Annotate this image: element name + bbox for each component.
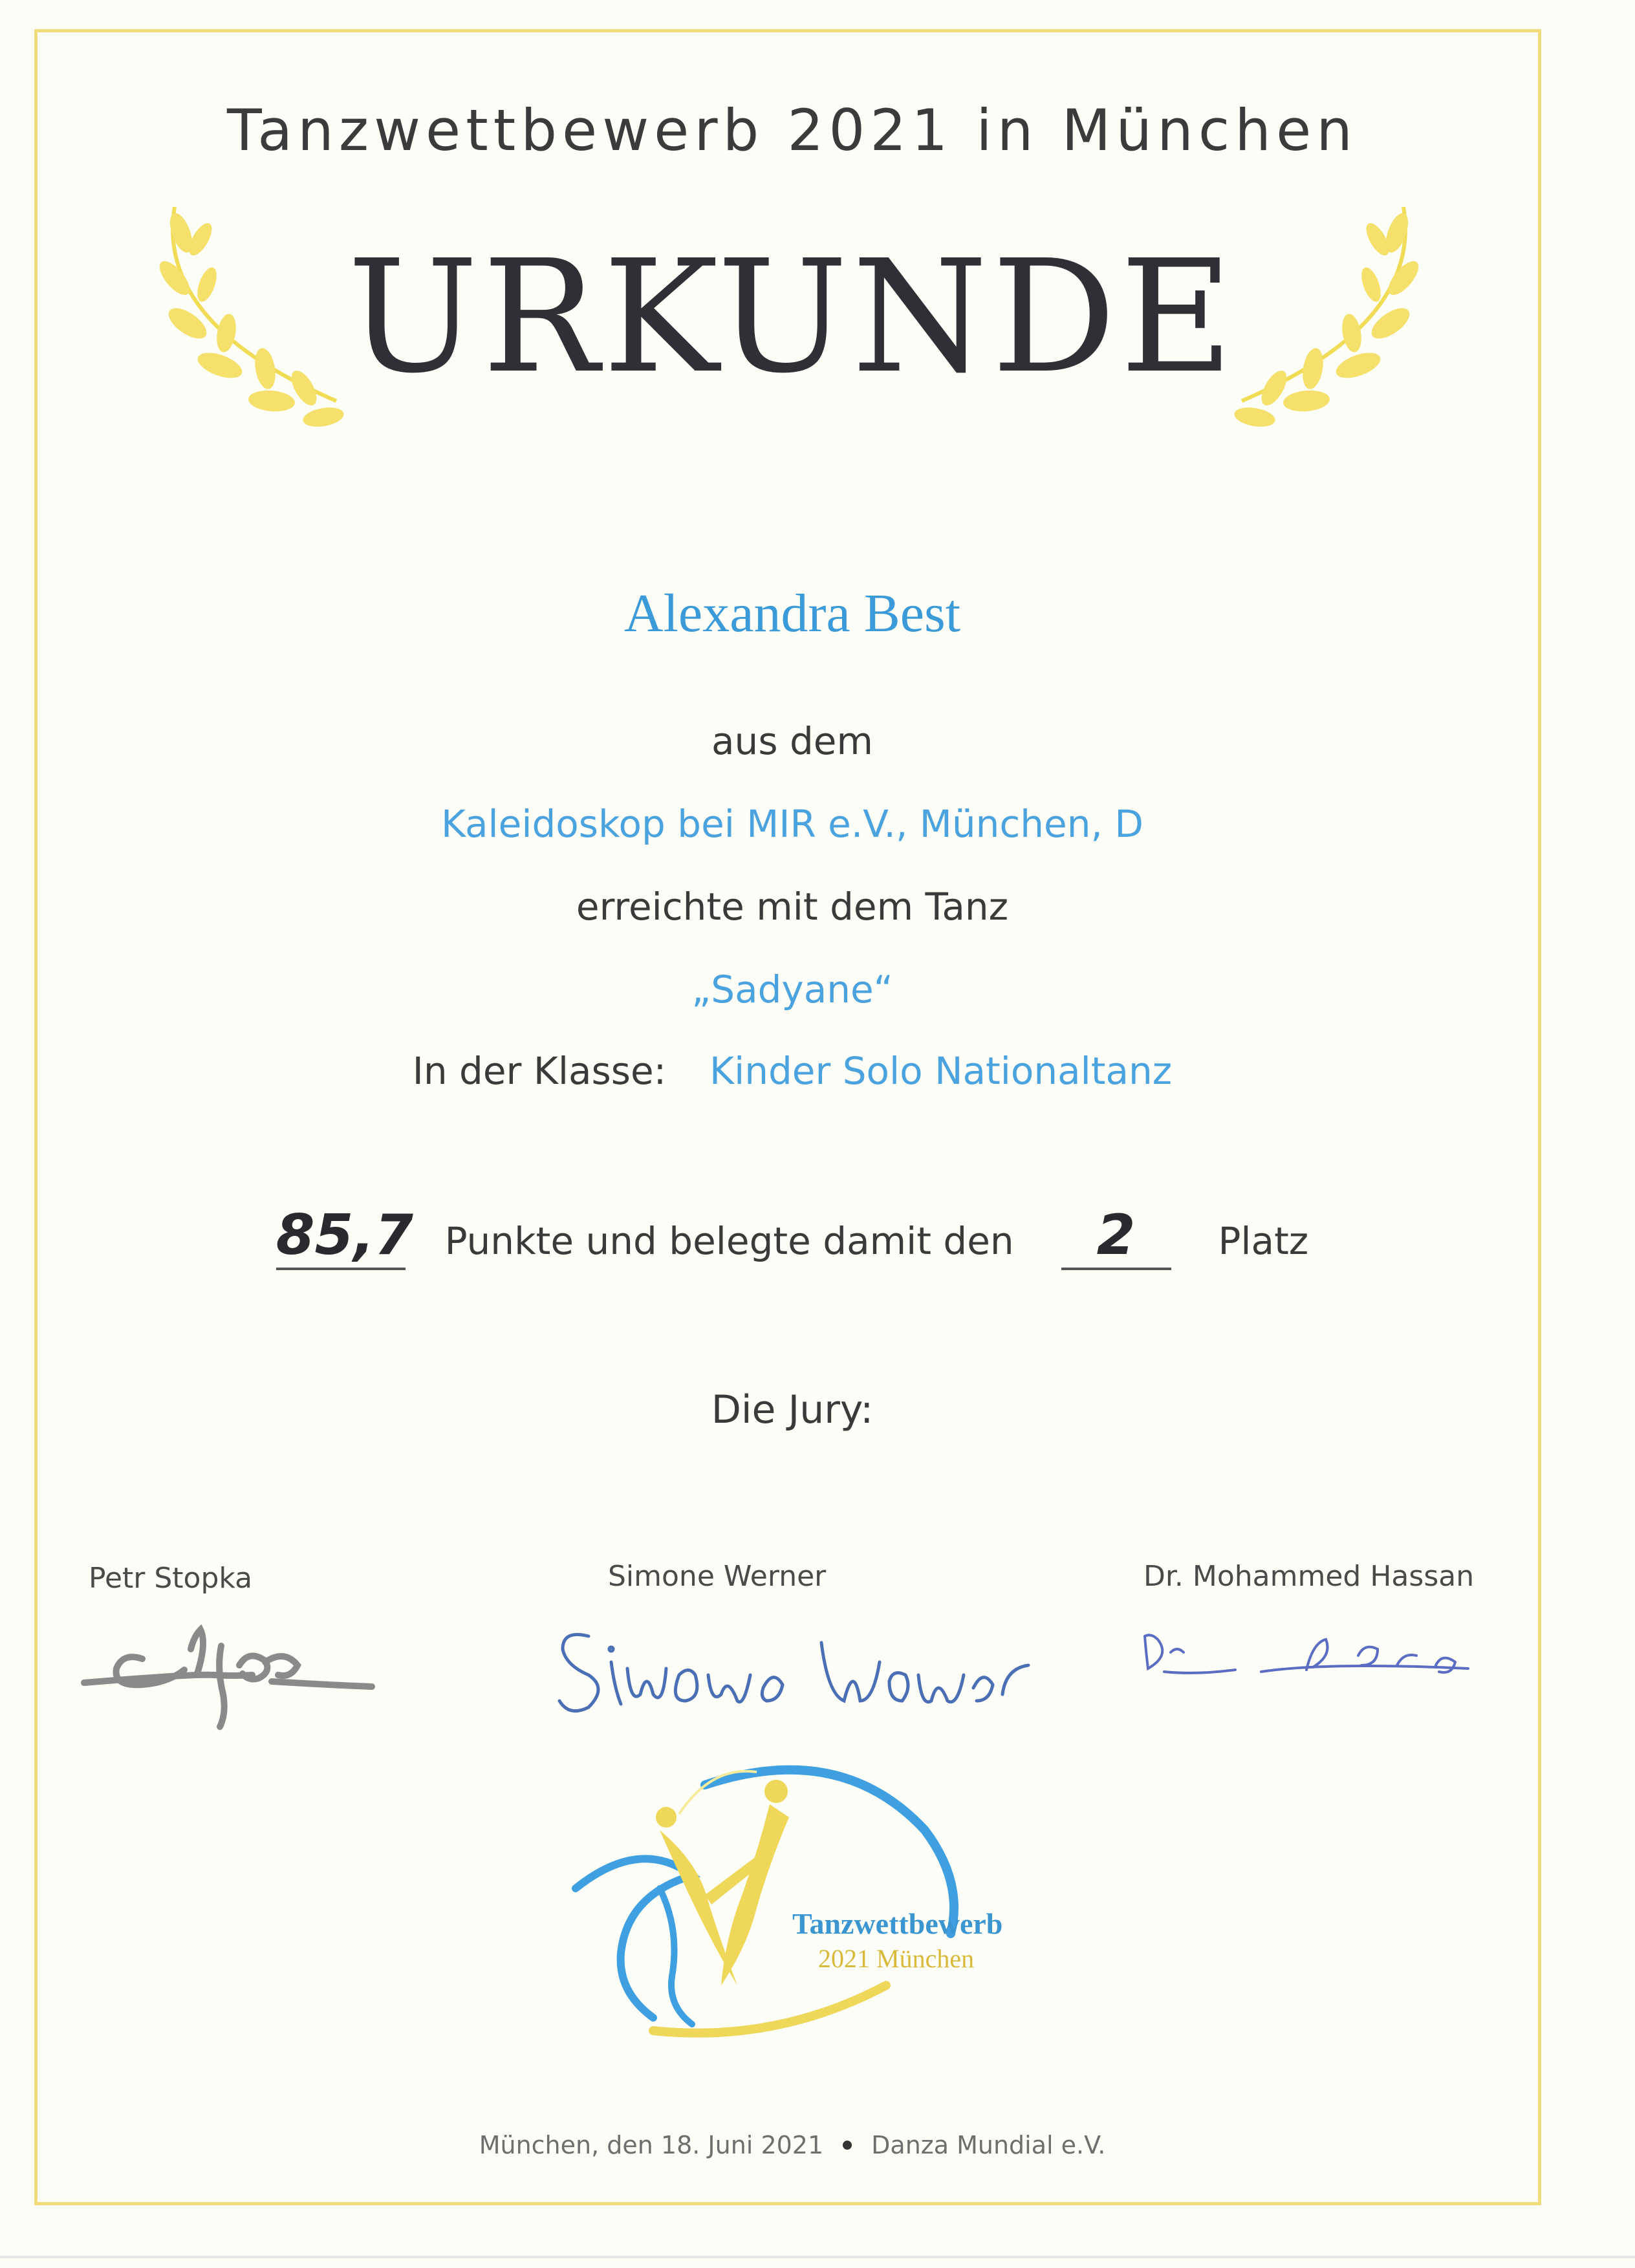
class-value: Kinder Solo Nationaltanz	[709, 1049, 1173, 1093]
footer-organizer: Danza Mundial e.V.	[871, 2131, 1106, 2159]
result-line	[0, 1203, 1585, 1270]
dance-name: „Sadyane“	[691, 967, 893, 1011]
class-label: In der Klasse:	[412, 1049, 667, 1093]
club-name: Kaleidoskop bei MIR e.V., München, D	[441, 802, 1143, 846]
place-field	[1061, 1203, 1171, 1270]
judge-name-1: Petr Stopka	[89, 1562, 253, 1595]
place-text: Platz	[1218, 1219, 1309, 1263]
footer	[0, 2131, 1585, 2159]
logo-graphic-icon	[563, 1740, 1067, 2063]
judge-name-2: Simone Werner	[608, 1560, 827, 1593]
signature-simone-werner	[550, 1604, 1041, 1733]
competition-logo	[563, 1740, 1067, 2066]
points-handwritten: 85,7	[276, 1203, 413, 1268]
signature-petr-stopka	[78, 1610, 382, 1740]
place-handwritten: 2	[1096, 1203, 1136, 1268]
logo-title: Tanzwettbewerb	[792, 1907, 1003, 1940]
judge-name-3: Dr. Mohammed Hassan	[1143, 1560, 1475, 1593]
recipient-name: Alexandra Best	[623, 583, 961, 643]
signature-mohammed-hassan	[1132, 1617, 1481, 1707]
footer-place-date: München, den 18. Juni 2021	[479, 2131, 824, 2159]
points-text: Punkte und belegte damit den	[444, 1219, 1014, 1263]
scan-edge	[0, 2256, 1635, 2258]
logo-subtitle: 2021 München	[818, 1944, 975, 1973]
jury-label: Die Jury:	[711, 1387, 874, 1432]
from-label: aus dem	[711, 719, 873, 763]
event-title: Tanzwettbewerb 2021 in München	[227, 97, 1358, 164]
class-line	[0, 1049, 1585, 1093]
achieved-label: erreichte mit dem Tanz	[576, 885, 1009, 929]
points-field	[276, 1203, 413, 1270]
document-title: URKUNDE	[347, 226, 1237, 407]
footer-separator-dot	[843, 2141, 852, 2150]
